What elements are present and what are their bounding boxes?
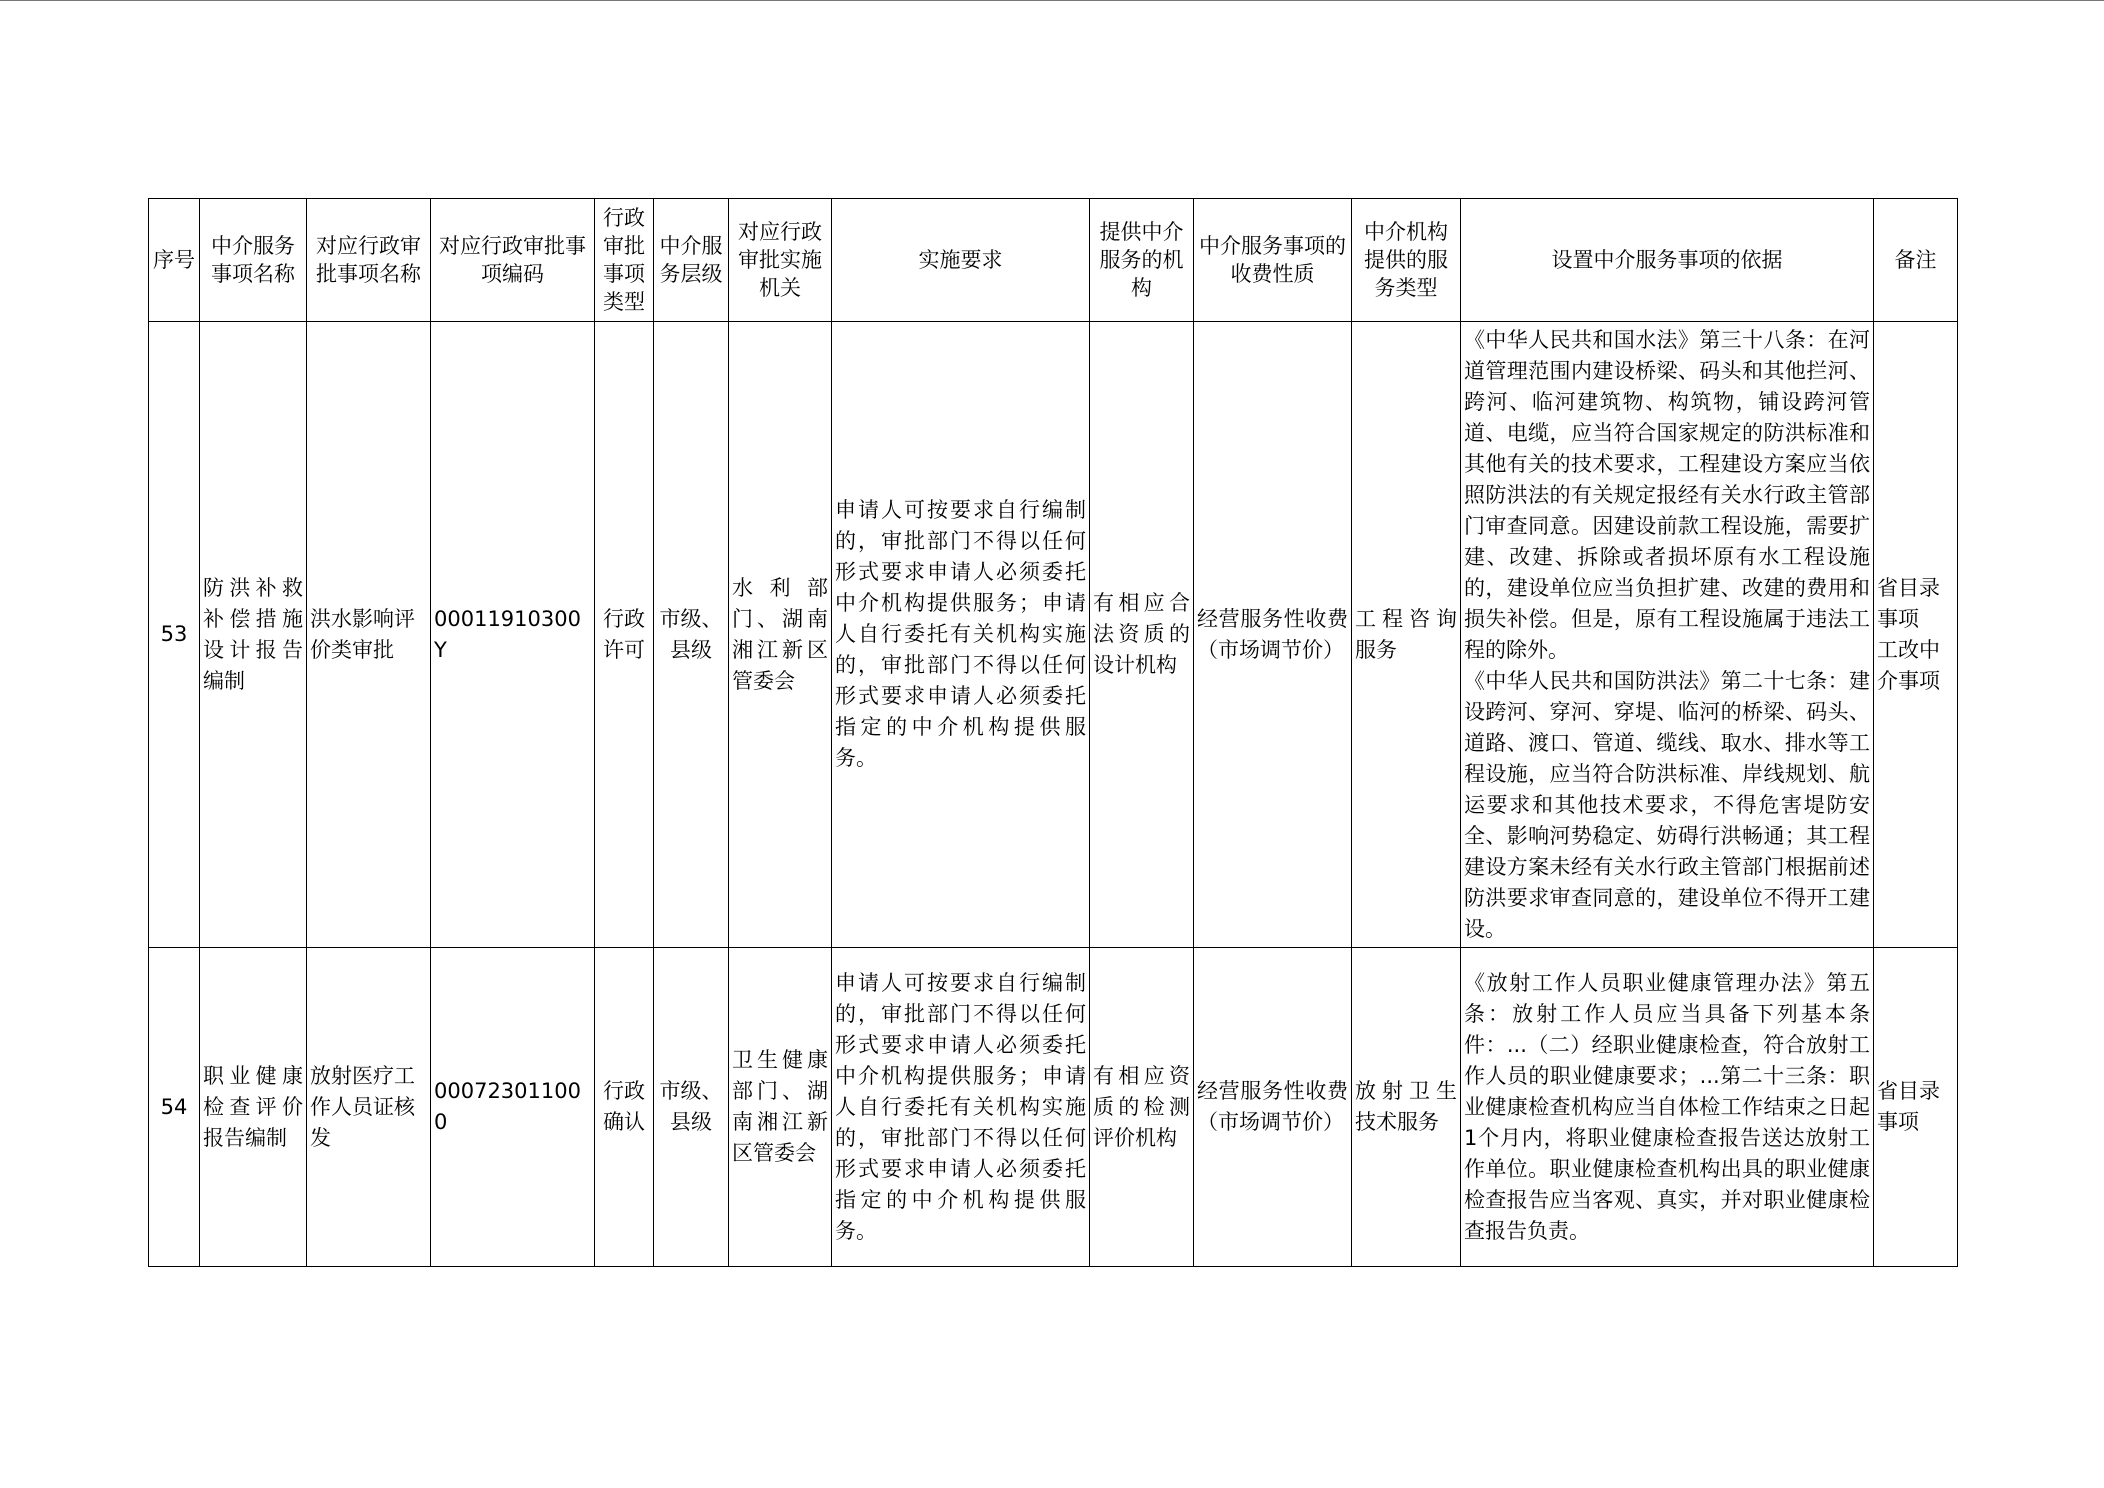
table-header (149, 199, 1958, 322)
cell-approval-code: 00011910300Y (431, 322, 595, 948)
basis-paragraph: 《中华人民共和国水法》第三十八条：在河道管理范围内建设桥梁、码头和其他拦河、跨河、临河建筑物、构筑物，铺设跨河管道、电缆，应当符合国家规定的防洪标准和其他有关的技术要求，工程建设方案应当依照防洪法的有关规定报经有关水行政主管部门审查同意。因建设前款工程设施，需要扩建、改建、拆除或者损坏原有水工程设施的，建设单位应当负担扩建、改建的费用和损失补偿。但是，原有工程设施属于违法工程的除外。 (1464, 327, 1870, 662)
cell-approval-code: 000723011000 (431, 948, 595, 1267)
cell-requirement: 申请人可按要求自行编制的，审批部门不得以任何形式要求申请人必须委托中介机构提供服务；申请人自行委托有关机构实施的，审批部门不得以任何形式要求申请人必须委托指定的中介机构提供服务。 (832, 948, 1090, 1267)
cell-approval-name: 洪水影响评价类审批 (307, 322, 431, 948)
cell-basis (1461, 948, 1874, 1267)
header-requirement: 实施要求 (832, 199, 1090, 322)
page-top-rule (0, 0, 2104, 1)
cell-service-level: 市级、县级 (654, 948, 729, 1267)
cell-service-name: 职业健康检查评价报告编制 (200, 948, 307, 1267)
basis-paragraph: 《放射工作人员职业健康管理办法》第五条：放射工作人员应当具备下列基本条件：...（二）经职业健康检查，符合放射工作人员的职业健康要求；...第二十三条：职业健康检查机构应当自体检工作结束之日起1个月内，将职业健康检查报告送达放射工作单位。职业健康检查机构出具的职业健康检查报告应当客观、真实，并对职业健康检查报告负责。 (1464, 970, 1870, 1243)
cell-basis (1461, 322, 1874, 948)
cell-fee: 经营服务性收费（市场调节价） (1194, 948, 1352, 1267)
header-service-name: 中介服务事项名称 (200, 199, 307, 322)
cell-approval-type: 行政许可 (595, 322, 654, 948)
table-row (149, 948, 1958, 1267)
cell-service-type: 放射卫生技术服务 (1352, 948, 1461, 1267)
basis-paragraph: 《中华人民共和国防洪法》第二十七条：建设跨河、穿河、穿堤、临河的桥梁、码头、道路、渡口、管道、缆线、取水、排水等工程设施，应当符合防洪标准、岸线规划、航运要求和其他技术要求，不得危害堤防安全、影响河势稳定、妨碍行洪畅通；其工程建设方案未经有关水行政主管部门根据前述防洪要求审查同意的，建设单位不得开工建设。 (1464, 668, 1870, 941)
table-row (149, 322, 1958, 948)
cell-remark: 省目录事项 工改中介事项 (1874, 322, 1958, 948)
cell-service-name: 防洪补救补偿措施设计报告编制 (200, 322, 307, 948)
cell-approval-name: 放射医疗工作人员证核发 (307, 948, 431, 1267)
cell-provider: 有相应资质的检测评价机构 (1090, 948, 1194, 1267)
header-service-level: 中介服务层级 (654, 199, 729, 322)
header-fee: 中介服务事项的收费性质 (1194, 199, 1352, 322)
cell-service-type: 工程咨询服务 (1352, 322, 1461, 948)
header-authority: 对应行政审批实施机关 (729, 199, 832, 322)
cell-seq: 54 (149, 948, 200, 1267)
cell-authority: 卫生健康部门、湖南湘江新区管委会 (729, 948, 832, 1267)
cell-provider: 有相应合法资质的设计机构 (1090, 322, 1194, 948)
header-approval-code: 对应行政审批事项编码 (431, 199, 595, 322)
cell-service-level: 市级、县级 (654, 322, 729, 948)
cell-remark: 省目录事项 (1874, 948, 1958, 1267)
header-service-type: 中介机构提供的服务类型 (1352, 199, 1461, 322)
intermediary-service-table (148, 198, 1958, 1267)
cell-fee: 经营服务性收费（市场调节价） (1194, 322, 1352, 948)
header-seq: 序号 (149, 199, 200, 322)
cell-requirement: 申请人可按要求自行编制的，审批部门不得以任何形式要求申请人必须委托中介机构提供服务；申请人自行委托有关机构实施的，审批部门不得以任何形式要求申请人必须委托指定的中介机构提供服务。 (832, 322, 1090, 948)
cell-authority: 水利部门、湖南湘江新区管委会 (729, 322, 832, 948)
header-approval-name: 对应行政审批事项名称 (307, 199, 431, 322)
header-provider: 提供中介服务的机构 (1090, 199, 1194, 322)
cell-approval-type: 行政确认 (595, 948, 654, 1267)
header-basis: 设置中介服务事项的依据 (1461, 199, 1874, 322)
cell-seq: 53 (149, 322, 200, 948)
header-approval-type: 行政审批事项类型 (595, 199, 654, 322)
header-remark: 备注 (1874, 199, 1958, 322)
